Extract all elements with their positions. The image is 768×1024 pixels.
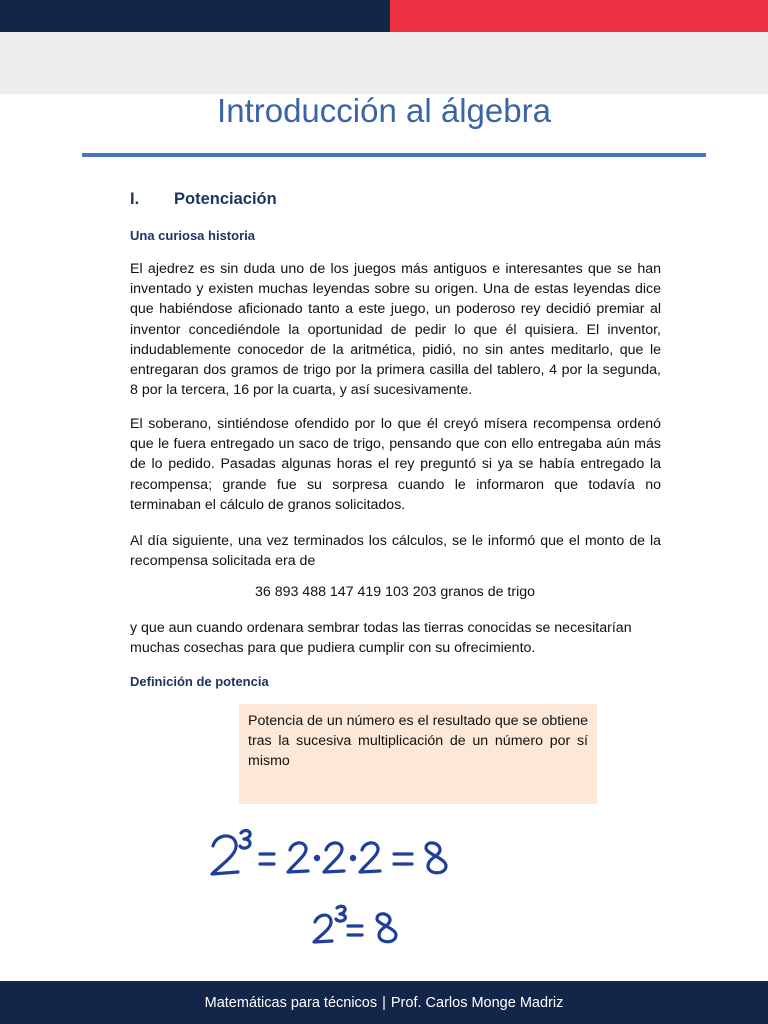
page-footer (0, 981, 768, 1024)
footer-separator: | (382, 994, 386, 1011)
document-title: Introducción al álgebra (217, 92, 551, 129)
reward-amount: 36 893 488 147 419 103 203 granos de trigo (254, 584, 536, 600)
section-heading (130, 190, 277, 209)
title-underline (82, 153, 706, 157)
header-color-bar (0, 0, 768, 32)
definition-heading: Definición de potencia (130, 674, 269, 689)
header-red-block (390, 0, 768, 32)
section-title: Potenciación (174, 190, 277, 208)
header-navy-block (0, 0, 390, 32)
header-grey-band (0, 32, 768, 94)
handwritten-line-1 (212, 831, 446, 874)
handwritten-equations (200, 820, 480, 960)
handwritten-line-2 (314, 906, 396, 942)
definition-text: Potencia de un número es el resultado que se obtiene tras la sucesiva multiplicación de un número por sí mismo (248, 713, 588, 770)
history-closing-paragraph: y que aun cuando ordenara sembrar todas las tierras conocidas se necesitarían muchas cosechas para que pudiera cumplir con su ofrecimiento. (130, 620, 632, 657)
history-heading: Una curiosa historia (130, 228, 255, 243)
footer-course: Matemáticas para técnicos (204, 994, 378, 1011)
history-paragraph-2: El soberano, sintiéndose ofendido por lo que él creyó mísera recompensa ordenó que le fuera entregado un saco de trigo, pensando que con ello entregaba aún más de lo pedido. Pasadas algunas horas el rey preguntó si ya se había entregado la recompensa; grande fue su sorpresa cuando le informaron que todavía no terminaban el cálculo de granos solicitados. (130, 416, 661, 513)
history-paragraph-3: Al día siguiente, una vez terminados los cálculos, se le informó que el monto de la recompensa solicitada era de (130, 533, 661, 570)
footer-author: Prof. Carlos Monge Madriz (390, 994, 564, 1011)
definition-box (239, 704, 597, 804)
section-number: I. (130, 190, 140, 208)
history-paragraph-1: El ajedrez es sin duda uno de los juegos más antiguos e interesantes que se han inventado y existen muchas leyendas sobre su origen. Una de estas leyendas dice que habiéndose aficionado tanto a este juego, un poderoso rey decidió premiar al inventor concediéndole la oportunidad de pedir lo que él quisiera. El inventor, indudablemente conocedor de la aritmética, pidió, no sin antes meditarlo, que le entregaran dos gramos de trigo por la primera casilla del tablero, 4 por la segunda, 8 por la tercera, 16 por la cuarta, y así sucesivamente. (130, 261, 661, 399)
